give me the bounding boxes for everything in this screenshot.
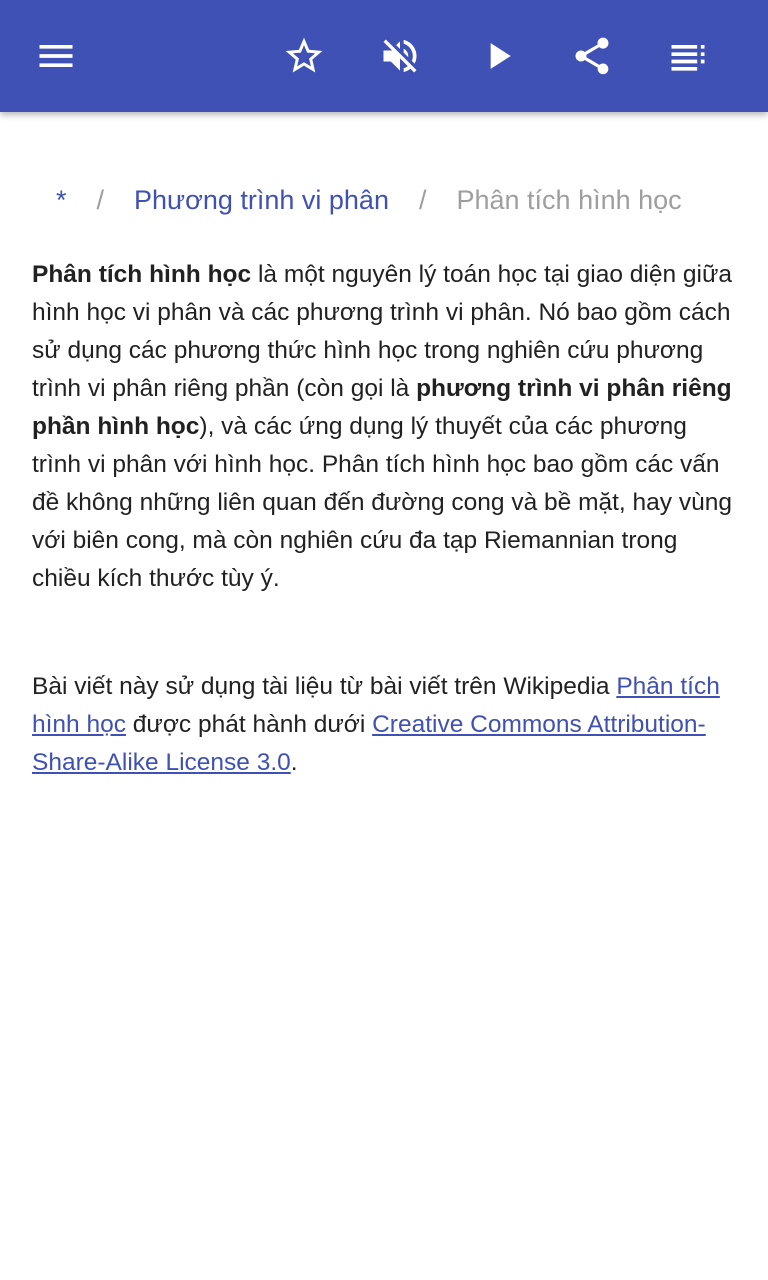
mute-button[interactable]	[364, 20, 436, 92]
breadcrumb-current: Phân tích hình học	[456, 184, 682, 215]
attribution-paragraph	[32, 668, 736, 782]
favorite-button[interactable]	[268, 20, 340, 92]
attribution-suffix: .	[290, 749, 298, 776]
share-icon	[570, 34, 614, 78]
attribution-prefix: Bài viết này sử dụng tài liệu từ bài viết trên Wikipedia	[32, 673, 617, 700]
article-term-secondary: phương trình vi phân riêng phần hình học	[32, 375, 732, 440]
wikipedia-article-link[interactable]: Phân tích hình học	[32, 673, 720, 738]
article-body	[32, 256, 736, 782]
breadcrumb-separator: /	[418, 184, 427, 215]
breadcrumb	[56, 180, 682, 220]
breadcrumb-separator: /	[96, 184, 105, 215]
breadcrumb-parent-link[interactable]: Phương trình vi phân	[134, 184, 389, 215]
article-text: ), và các ứng dụng lý thuyết của các phương trình vi phân với hình học. Phân tích hình học bao gồm các vấn đề không những liên quan đến đường cong và bề mặt, hay vùng với biên cong, mà còn nghiên cứu đa tạp Riemannian trong chiều kích thước tùy ý.	[32, 413, 732, 592]
article-paragraph	[32, 256, 736, 598]
article-term: Phân tích hình học	[32, 261, 252, 288]
breadcrumb-root-link[interactable]: *	[56, 184, 67, 215]
license-link[interactable]: Creative Commons Attribution-Share-Alike License 3.0	[32, 711, 706, 776]
attribution-middle: được phát hành dưới	[126, 711, 373, 738]
volume-off-icon	[378, 34, 422, 78]
star-outline-icon	[282, 34, 326, 78]
share-button[interactable]	[556, 20, 628, 92]
play-icon	[476, 34, 520, 78]
article-text: là một nguyên lý toán học tại giao diện giữa hình học vi phân và các phương trình vi phân. Nó bao gồm cách sử dụng các phương thức hình học trong nghiên cứu phương trình vi phân riêng phần (còn gọi là	[32, 261, 732, 402]
playlist-icon	[666, 34, 710, 78]
playlist-button[interactable]	[652, 20, 724, 92]
play-button[interactable]	[462, 20, 534, 92]
menu-icon	[34, 34, 78, 78]
menu-button[interactable]	[20, 20, 92, 92]
app-bar	[0, 0, 768, 112]
